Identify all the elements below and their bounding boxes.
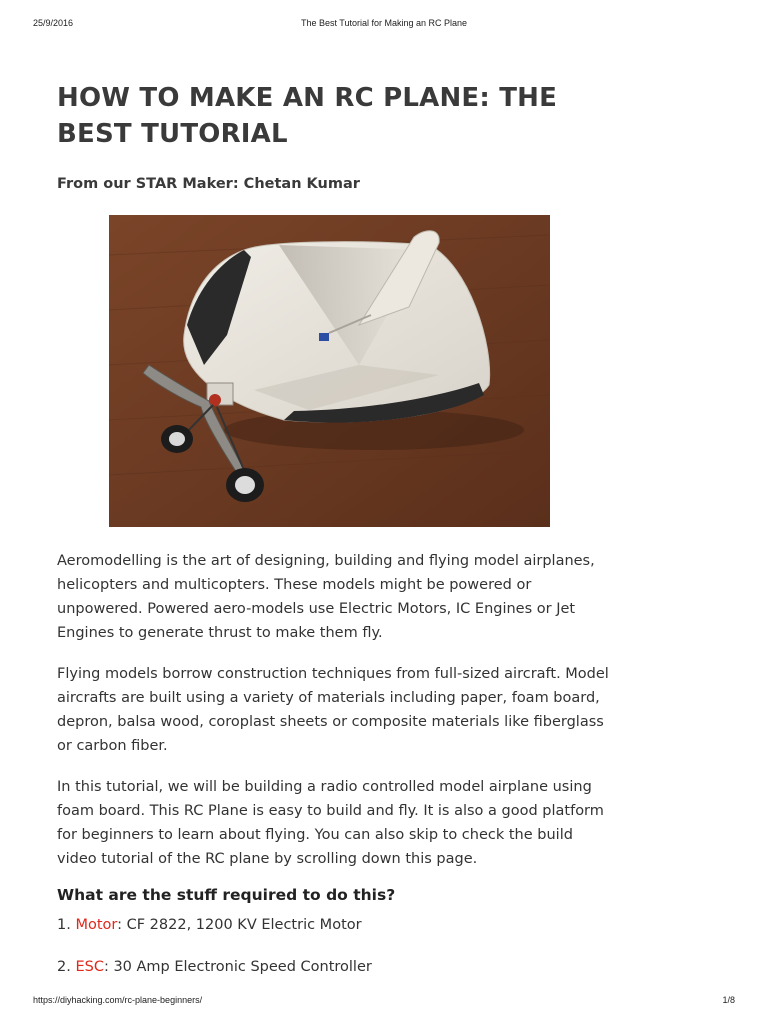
article-byline: From our STAR Maker: Chetan Kumar [57, 176, 360, 192]
plane-wheel-left [161, 425, 193, 453]
list-item-text: : CF 2822, 1200 KV Electric Motor [117, 917, 362, 933]
print-doc-title: The Best Tutorial for Making an RC Plane [300, 18, 468, 28]
plane-wheel-right [226, 468, 264, 502]
motor-link[interactable]: Motor [75, 917, 118, 933]
rc-plane-illustration [109, 215, 550, 527]
list-item-number: 2. [57, 959, 71, 975]
list-item-text: : 30 Amp Electronic Speed Controller [103, 959, 372, 975]
paragraph-intro: Aeromodelling is the art of designing, building and flying model airplanes, helicopters and multicopters. These models might be powered or unpowered. Powered aero-models use Electric Motors, IC Engines or Jet Engines to generate thrust to make them fly. [57, 553, 595, 641]
list-item-esc [57, 959, 372, 975]
print-footer [0, 995, 768, 1007]
esc-link[interactable]: ESC [75, 959, 104, 975]
paragraph-materials: Flying models borrow construction techniques from full-sized aircraft. Model aircrafts are built using a variety of materials including paper, foam board, depron, balsa wood, coroplast sheets or composite materials like fiberglass or carbon fiber. [57, 666, 609, 754]
print-url: https://diyhacking.com/rc-plane-beginners/ [33, 995, 203, 1005]
section-heading-requirements: What are the stuff required to do this? [57, 886, 396, 904]
print-header [0, 18, 768, 30]
print-date: 25/9/2016 [33, 18, 74, 28]
print-page-number: 1/8 [722, 995, 735, 1005]
paragraph-tutorial: In this tutorial, we will be building a radio controlled model airplane using foam board. This RC Plane is easy to build and fly. It is also a good platform for beginners to learn about flying. You can also skip to check the build video tutorial of the RC plane by scrolling down this page. [57, 779, 604, 867]
article-title: HOW TO MAKE AN RC PLANE: THE BEST TUTORIAL [57, 83, 558, 149]
rc-plane-photo [109, 215, 550, 527]
list-item-motor [57, 917, 362, 933]
list-item-number: 1. [57, 917, 71, 933]
